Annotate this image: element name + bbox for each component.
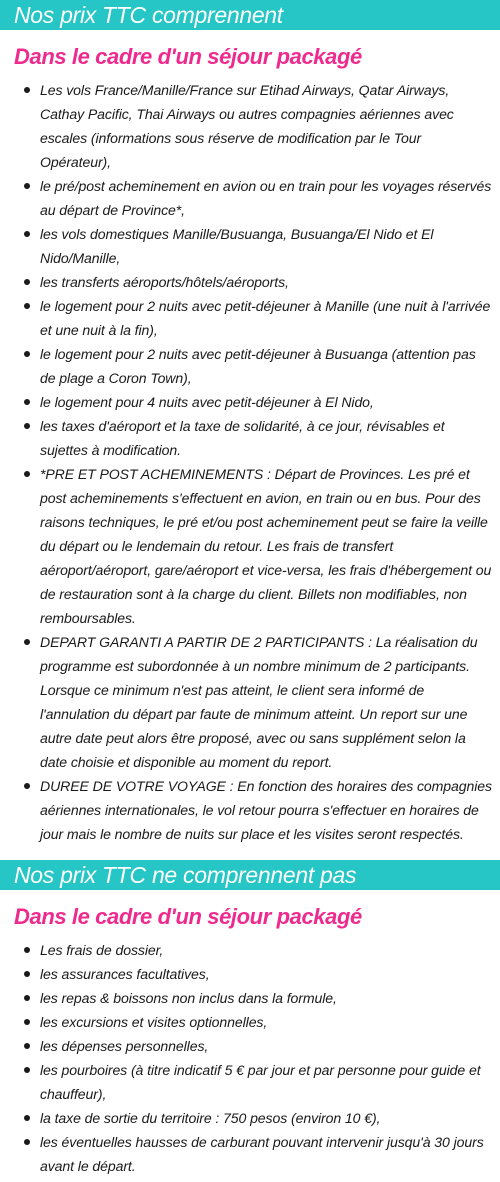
included-list: [0, 78, 500, 846]
list-item: [40, 390, 494, 414]
list-item: [40, 962, 494, 986]
list-item: [40, 1130, 494, 1178]
list-item: [40, 1106, 494, 1130]
list-item-text: le logement pour 2 nuits avec petit-déjeuner à Manille (une nuit à l'arrivée et une nuit à la fin),: [40, 298, 491, 338]
excluded-section: [0, 860, 500, 1178]
list-item-text: le pré/post acheminement en avion ou en train pour les voyages réservés au départ de Province*,: [40, 178, 492, 218]
list-item: [40, 1034, 494, 1058]
bullet-icon: [24, 399, 30, 405]
list-item-text: les repas & boissons non inclus dans la formule,: [40, 990, 337, 1006]
list-item-text: les assurances facultatives,: [40, 966, 210, 982]
list-item: [40, 174, 494, 222]
section-banner-excluded: Nos prix TTC ne comprennent pas: [0, 860, 500, 890]
bullet-icon: [24, 971, 30, 977]
bullet-icon: [24, 87, 30, 93]
list-item-text: les taxes d'aéroport et la taxe de solidarité, à ce jour, révisables et sujettes à modification.: [40, 418, 445, 458]
bullet-icon: [24, 183, 30, 189]
list-item-text: les dépenses personnelles,: [40, 1038, 209, 1054]
list-item: [40, 1010, 494, 1034]
list-item-text: DEPART GARANTI A PARTIR DE 2 PARTICIPANTS : La réalisation du programme est subordonnée à un nombre minimum de 2 participants. Lorsque ce minimum n'est pas atteint, le client sera informé de l'annulation du départ par faute de minimum atteint. Un report sur une autre date peut alors être proposé, avec ou sans supplément selon la date choisie et disponible au moment du report.: [40, 634, 478, 770]
bullet-icon: [24, 471, 30, 477]
list-item: [40, 414, 494, 462]
bullet-icon: [24, 303, 30, 309]
list-item-text: les vols domestiques Manille/Busuanga, Busuanga/El Nido et El Nido/Manille,: [40, 226, 434, 266]
list-item: [40, 270, 494, 294]
bullet-icon: [24, 279, 30, 285]
section-banner-included: Nos prix TTC comprennent: [0, 0, 500, 30]
list-item: [40, 342, 494, 390]
bullet-icon: [24, 1019, 30, 1025]
bullet-icon: [24, 947, 30, 953]
bullet-icon: [24, 995, 30, 1001]
bullet-icon: [24, 783, 30, 789]
list-item: [40, 1058, 494, 1106]
list-item: [40, 462, 494, 630]
list-item-text: le logement pour 4 nuits avec petit-déjeuner à El Nido,: [40, 394, 374, 410]
list-item-text: Les vols France/Manille/France sur Etihad Airways, Qatar Airways, Cathay Pacific, Thai Airways ou autres compagnies aériennes avec escales (informations sous réserve de modification par le Tour Opérateur),: [40, 82, 454, 170]
list-item-text: Les frais de dossier,: [40, 942, 164, 958]
subheading-excluded: Dans le cadre d'un séjour packagé: [14, 904, 362, 929]
subheading-included: Dans le cadre d'un séjour packagé: [14, 44, 362, 69]
list-item: [40, 774, 494, 846]
bullet-icon: [24, 1043, 30, 1049]
list-item-text: les pourboires (à titre indicatif 5 € par jour et par personne pour guide et chauffeur),: [40, 1062, 481, 1102]
list-item-text: DUREE DE VOTRE VOYAGE : En fonction des horaires des compagnies aériennes internationales, le vol retour pourra s'effectuer en horaires de jour mais le nombre de nuits sur place et les visites seront respectés.: [40, 778, 492, 842]
list-item: [40, 630, 494, 774]
list-item-text: les excursions et visites optionnelles,: [40, 1014, 268, 1030]
list-item: [40, 938, 494, 962]
list-item: [40, 222, 494, 270]
list-item: [40, 78, 494, 174]
list-item: [40, 986, 494, 1010]
list-item-text: la taxe de sortie du territoire : 750 pesos (environ 10 €),: [40, 1110, 381, 1126]
list-item-text: les transferts aéroports/hôtels/aéroports,: [40, 274, 289, 290]
bullet-icon: [24, 639, 30, 645]
bullet-icon: [24, 1115, 30, 1121]
list-item-text: *PRE ET POST ACHEMINEMENTS : Départ de Provinces. Les pré et post acheminements s'effectuent en avion, en train ou en bus. Pour des raisons techniques, le pré et/ou post acheminement peut se faire la veille du départ ou le lendemain du retour. Les frais de transfert aéroport/aéroport, gare/aéroport et vice-versa, les frais d'hébergement ou de restauration sont à la charge du client. Billets non modifiables, non remboursables.: [40, 466, 492, 626]
bullet-icon: [24, 1067, 30, 1073]
bullet-icon: [24, 1139, 30, 1145]
excluded-list: [0, 938, 500, 1178]
list-item-text: le logement pour 2 nuits avec petit-déjeuner à Busuanga (attention pas de plage a Coron Town),: [40, 346, 476, 386]
list-item-text: les éventuelles hausses de carburant pouvant intervenir jusqu'à 30 jours avant le départ.: [40, 1134, 484, 1174]
bullet-icon: [24, 351, 30, 357]
bullet-icon: [24, 231, 30, 237]
list-item: [40, 294, 494, 342]
bullet-icon: [24, 423, 30, 429]
